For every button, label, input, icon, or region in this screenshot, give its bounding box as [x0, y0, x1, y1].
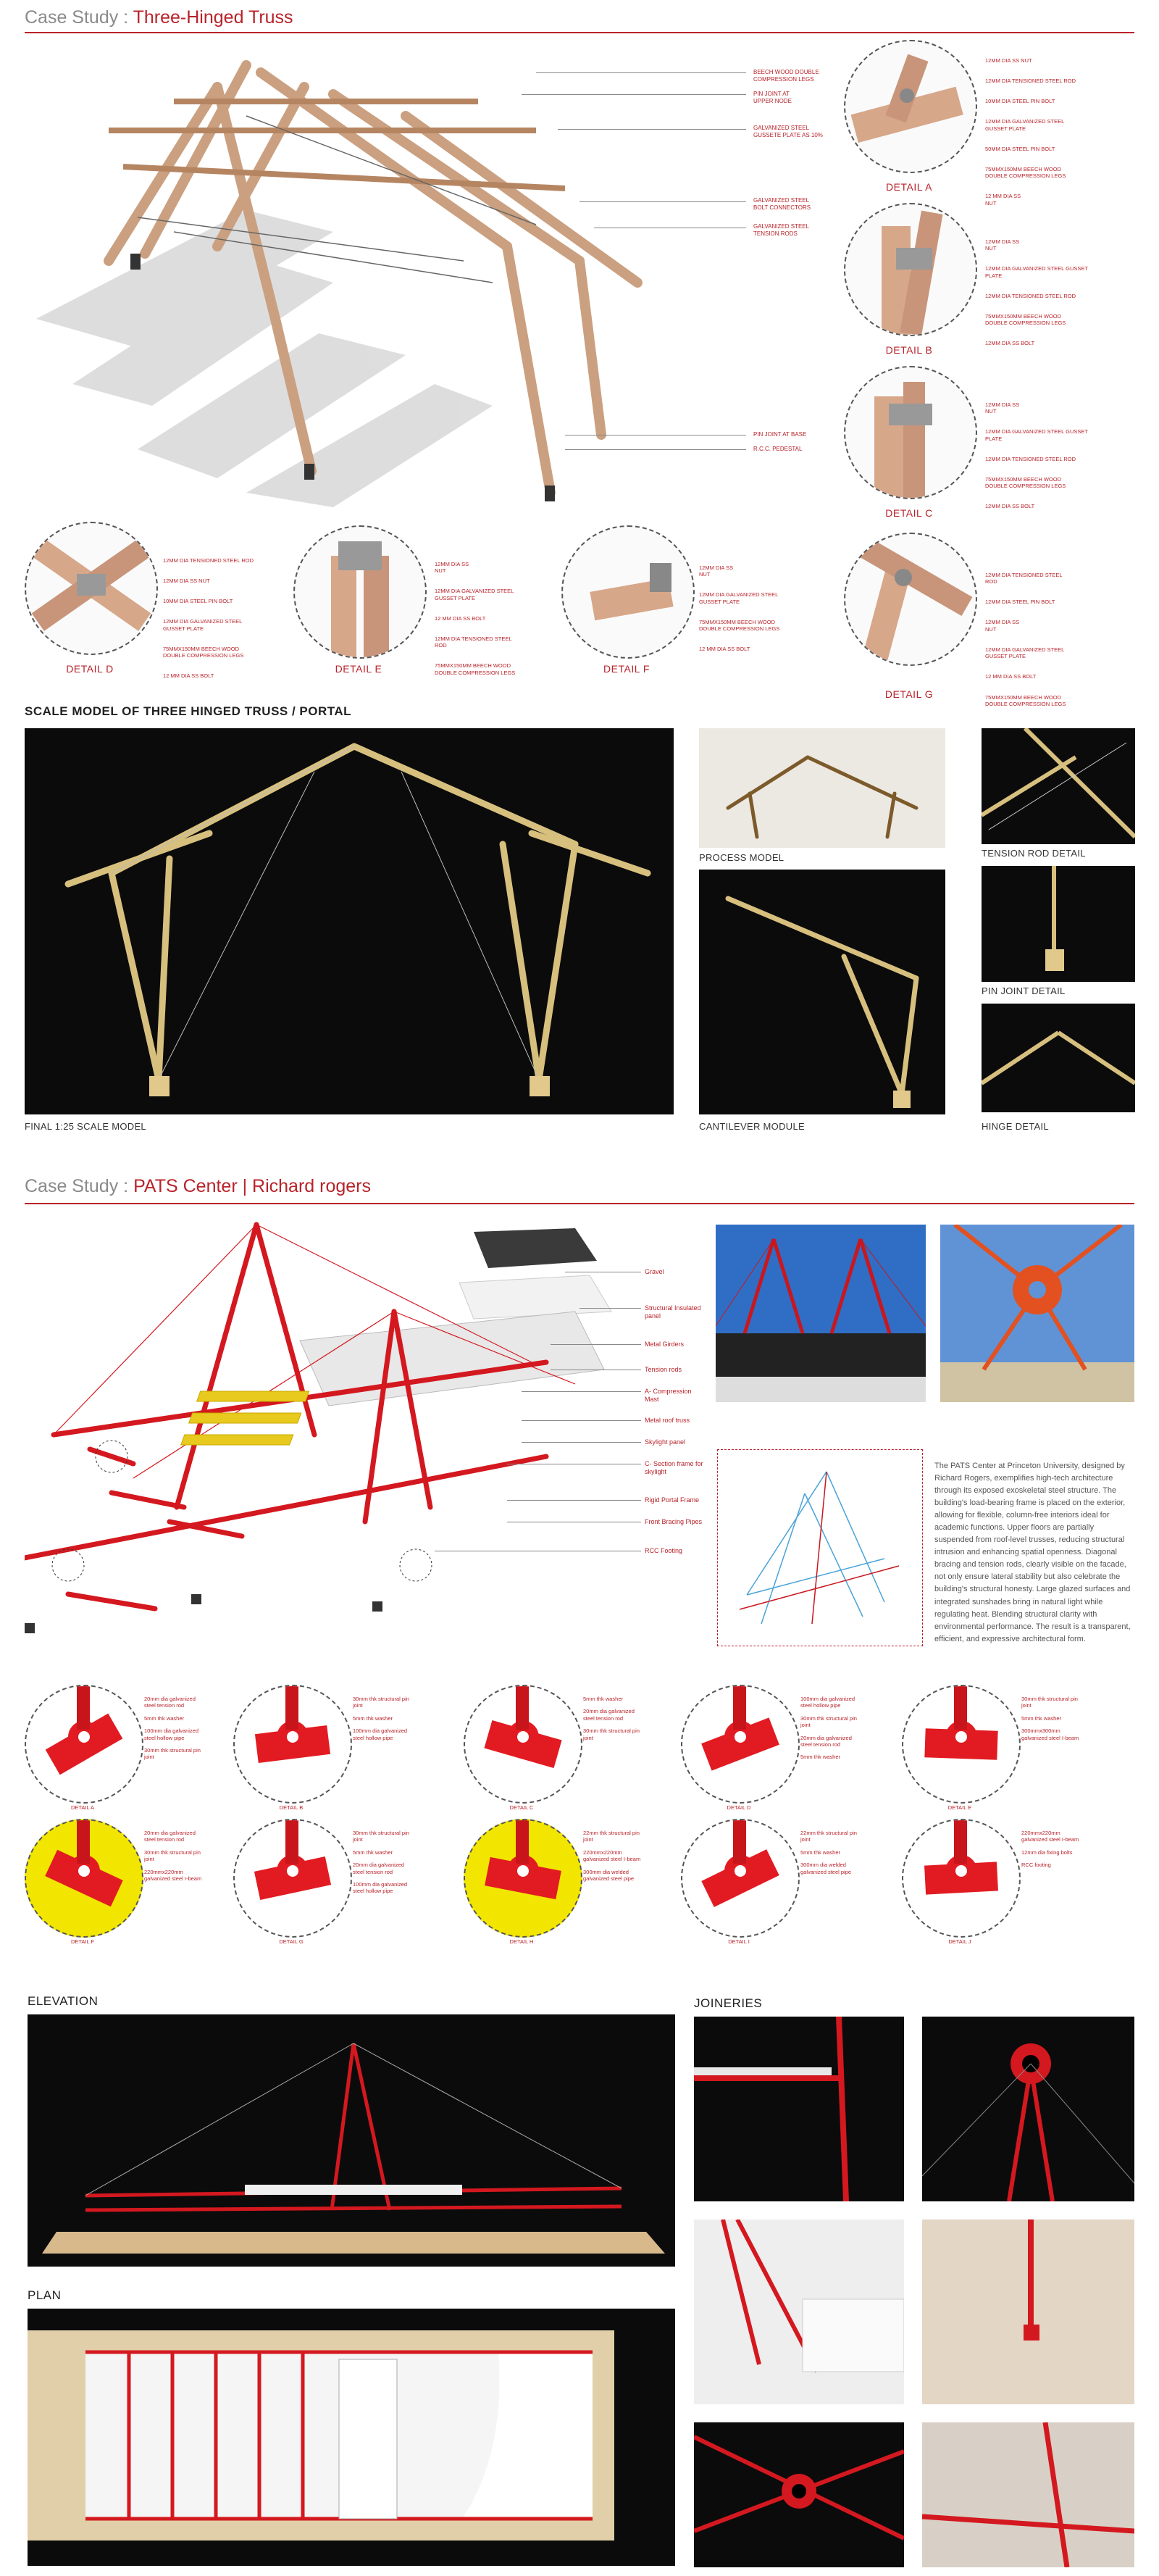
pats-detail-notes	[800, 1830, 884, 1881]
detail-note: 30mm thk structural pin joint	[1021, 1696, 1078, 1709]
detail-note: 12MM DIA GALVANIZED STEEL GUSSET PLATE	[163, 618, 243, 632]
pats-detail-circle	[233, 1685, 352, 1804]
detail-a-label: DETAIL A	[886, 181, 932, 193]
detail-e-label: DETAIL E	[335, 663, 382, 675]
detail-note: 12 MM DIA SS BOLT	[985, 673, 1037, 680]
detail-note: 30mm thk structural pin joint	[353, 1830, 409, 1843]
pats-detail-circle	[464, 1685, 582, 1804]
leader-line	[522, 1442, 641, 1443]
detail-c-label: DETAIL C	[885, 507, 933, 519]
detail-d-notes	[163, 543, 279, 686]
leader-line	[522, 1420, 641, 1421]
pin-joint-photo	[982, 866, 1135, 982]
joinery-photo-6	[922, 2422, 1134, 2567]
detail-note: 5mm thk washer	[144, 1714, 185, 1722]
pats-label: RCC Footing	[645, 1547, 683, 1554]
detail-note: 75MMX150MM BEECH WOOD DOUBLE COMPRESSION LEGS	[163, 645, 244, 659]
plan-heading: PLAN	[28, 2288, 62, 2302]
detail-f-circle	[561, 525, 695, 659]
detail-c-notes	[985, 388, 1145, 517]
detail-note: 12MM DIA TENSIONED STEEL ROD	[985, 77, 1076, 84]
detail-g-label: DETAIL G	[884, 688, 934, 700]
pats-label: C- Section frame for skylight	[645, 1460, 703, 1475]
pats-detail-label: DETAIL I	[728, 1938, 750, 1945]
pats-detail-notes	[800, 1696, 884, 1767]
detail-e-circle	[293, 525, 427, 659]
pats-detail-label: DETAIL E	[947, 1804, 972, 1811]
process-model-caption: PROCESS MODEL	[699, 852, 784, 863]
detail-note: 5mm thk washer	[800, 1848, 841, 1856]
detail-note: 100mm dia galvanized steel hollow pipe	[353, 1727, 408, 1741]
pats-structure-diagram	[717, 1449, 923, 1646]
detail-note: 10MM DIA STEEL PIN BOLT	[985, 98, 1055, 104]
final-scale-model-photo	[25, 728, 674, 1114]
detail-note: 12MM DIA SS NUT	[699, 564, 734, 578]
pats-label: Front Bracing Pipes	[645, 1518, 703, 1525]
detail-note: 20mm dia galvanized steel tension rod	[144, 1830, 196, 1843]
detail-note: 22mm thk structural pin joint	[800, 1830, 857, 1843]
axo-label-4: GALVANIZED STEEL BOLT CONNECTORS	[753, 197, 811, 211]
pats-detail-notes	[583, 1696, 666, 1747]
pats-label: Tension rods	[645, 1366, 682, 1373]
detail-note: 12 MM DIA SS BOLT	[435, 614, 486, 622]
detail-note: 12MM DIA SS NUT	[985, 238, 1020, 252]
detail-f-notes	[699, 551, 815, 659]
pats-detail-circle	[902, 1819, 1021, 1938]
pats-detail-label: DETAIL B	[279, 1804, 304, 1811]
leader-line	[507, 1500, 641, 1501]
detail-g-notes	[985, 558, 1145, 714]
leader-line	[580, 201, 746, 202]
pats-detail-label: DETAIL C	[509, 1804, 534, 1811]
detail-note: 100mm dia galvanized steel hollow pipe	[144, 1727, 199, 1741]
detail-note: 100mm dia galvanized steel hollow pipe	[353, 1880, 408, 1895]
pats-detail-circle	[25, 1819, 143, 1938]
detail-note: 12 MM DIA SS BOLT	[163, 672, 214, 680]
tension-rod-photo	[982, 728, 1135, 844]
detail-note: 300mm dia welded galvanized steel pipe	[583, 1868, 635, 1882]
pats-detail-notes	[583, 1830, 666, 1888]
detail-d-circle	[25, 522, 158, 655]
detail-b-circle	[844, 203, 977, 336]
detail-note: 12MM DIA GALVANIZED STEEL GUSSET PLATE	[985, 646, 1065, 660]
pin-joint-caption: PIN JOINT DETAIL	[982, 985, 1066, 996]
detail-a-notes	[985, 43, 1145, 213]
hinge-caption: HINGE DETAIL	[982, 1121, 1049, 1132]
leader-line	[536, 72, 746, 73]
pats-detail-circle	[464, 1819, 582, 1938]
joineries-heading: JOINERIES	[694, 1996, 763, 2010]
case-study-name: PATS Center | Richard rogers	[133, 1176, 371, 1196]
detail-f-label: DETAIL F	[603, 663, 650, 675]
detail-note: 50MM DIA STEEL PIN BOLT	[985, 145, 1055, 152]
axo-label-5: GALVANIZED STEEL TENSION RODS	[753, 223, 810, 237]
detail-c-circle	[844, 366, 977, 499]
pats-detail-notes	[353, 1830, 436, 1901]
detail-note: 75MMX150MM BEECH WOOD DOUBLE COMPRESSION LEGS	[985, 475, 1066, 490]
detail-b-label: DETAIL B	[885, 344, 933, 356]
detail-e-notes	[435, 547, 551, 683]
section-divider	[25, 1203, 1134, 1204]
detail-note: 300mm dia welded galvanized steel pipe	[800, 1862, 852, 1875]
detail-note: 12MM DIA TENSIONED STEEL ROD	[435, 635, 512, 649]
detail-d-label: DETAIL D	[66, 663, 114, 675]
pats-label: Gravel	[645, 1268, 664, 1275]
case-study-prefix: Case Study :	[25, 7, 133, 28]
axo-label-2: PIN JOINT AT UPPER NODE	[753, 91, 792, 104]
detail-note: 12MM DIA TENSIONED STEEL ROD	[985, 292, 1076, 299]
detail-note: 12MM DIA TENSIONED STEEL ROD	[985, 571, 1063, 585]
detail-note: 12MM DIA GALVANIZED STEEL GUSSET PLATE	[435, 588, 514, 601]
pats-detail-notes	[1021, 1830, 1105, 1875]
pats-joint-photo	[940, 1225, 1134, 1402]
final-model-caption: FINAL 1:25 SCALE MODEL	[25, 1121, 146, 1132]
truss-axonometric-drawing	[29, 43, 811, 507]
pats-axonometric-drawing	[25, 1217, 633, 1652]
detail-note: 30mm thk structural pin joint	[353, 1696, 409, 1709]
pats-detail-label: DETAIL J	[948, 1938, 971, 1945]
detail-note: 30mm thk structural pin joint	[583, 1727, 640, 1741]
detail-note: 20mm dia galvanized steel tension rod	[144, 1696, 196, 1709]
detail-note: 5mm thk washer	[353, 1714, 393, 1722]
detail-note: 5mm thk washer	[800, 1754, 841, 1761]
leader-line	[522, 1391, 641, 1392]
pats-building-photo	[716, 1225, 926, 1402]
detail-note: 75MMX150MM BEECH WOOD DOUBLE COMPRESSION LEGS	[985, 165, 1066, 180]
detail-note: 12MM DIA TENSIONED STEEL ROD	[985, 455, 1076, 462]
detail-note: 30mm thk structural pin joint	[144, 1848, 201, 1863]
hinge-photo	[982, 1004, 1135, 1112]
joinery-photo-4	[922, 2219, 1134, 2404]
case-study-name: Three-Hinged Truss	[133, 7, 293, 28]
pats-detail-notes	[1021, 1696, 1105, 1747]
detail-b-notes	[985, 225, 1145, 354]
detail-note: 12MM DIA GALVANIZED STEEL GUSSET PLATE	[699, 591, 779, 605]
pats-detail-notes	[144, 1830, 227, 1888]
detail-note: 12MM DIA SS NUT	[985, 401, 1020, 415]
detail-note: 100mm dia galvanized steel hollow pipe	[800, 1696, 855, 1709]
pats-detail-circle	[233, 1819, 352, 1938]
pats-detail-label: DETAIL A	[70, 1804, 95, 1811]
joinery-photo-3	[694, 2219, 904, 2404]
axo-label-3: GALVANIZED STEEL GUSSETE PLATE AS 10%	[753, 125, 823, 138]
leader-line	[522, 94, 746, 95]
pats-detail-circle	[681, 1819, 800, 1938]
elevation-photo	[28, 2014, 675, 2267]
detail-note: 22mm thk structural pin joint	[583, 1830, 640, 1843]
detail-note: 12MM DIA GALVANIZED STEEL GUSSET PLATE	[985, 428, 1088, 442]
detail-note: 20mm dia galvanized steel tension rod	[353, 1862, 404, 1875]
pats-detail-label: DETAIL D	[727, 1804, 751, 1811]
pats-detail-label: DETAIL G	[279, 1938, 304, 1945]
detail-note: 30mm thk structural pin joint	[144, 1746, 201, 1761]
leader-line	[565, 449, 746, 450]
joinery-photo-1	[694, 2017, 904, 2201]
detail-note: 5mm thk washer	[583, 1696, 624, 1702]
detail-note: 5mm thk washer	[353, 1848, 393, 1856]
truss-case-title	[25, 7, 293, 28]
pats-detail-label: DETAIL H	[509, 1938, 534, 1945]
detail-note: 300mmx300mm galvanized steel I-beam	[1021, 1727, 1079, 1741]
detail-note: 12 MM DIA SS BOLT	[699, 646, 750, 653]
detail-note: 12MM DIA GALVANIZED STEEL GUSSET PLATE	[985, 265, 1088, 279]
detail-note: 12 MM DIA SS NUT	[985, 193, 1021, 207]
cantilever-caption: CANTILEVER MODULE	[699, 1121, 805, 1132]
detail-note: 75MMX150MM BEECH WOOD DOUBLE COMPRESSION LEGS	[435, 662, 516, 676]
detail-note: 10MM DIA STEEL PIN BOLT	[163, 598, 233, 604]
detail-note: 12MM DIA SS NUT	[985, 57, 1032, 64]
leader-line	[580, 1308, 641, 1309]
pats-detail-notes	[353, 1696, 436, 1747]
axo-label-1: BEECH WOOD DOUBLE COMPRESSION LEGS	[753, 69, 819, 83]
pats-label: A- Compression Mast	[645, 1388, 692, 1403]
leader-line	[558, 129, 746, 130]
detail-note: 12MM DIA SS BOLT	[985, 340, 1035, 347]
pats-description: The PATS Center at Princeton University, designed by Richard Rogers, exemplifies high-tech architecture through its exposed exoskeletal steel structure. The building's load-bearing frame is placed on the exterior, allowing for flexible, column-free interiors ideal for academic functions. Upper floors are partially suspended from roof-level trusses, reducing structural intrusion and enhancing spatial openness. Diagonal bracing and tension rods, clearly visible on the facade, not only ensure lateral stability but also celebrate the building's structural honesty. Large glazed surfaces and integrated sunshades bring in natural light while regulating heat. Blending structural clarity with environmental performance. The result is a transparent, efficient, and expressive architectural form.	[934, 1462, 1131, 1643]
pats-detail-circle	[902, 1685, 1021, 1804]
joinery-photo-5	[694, 2422, 904, 2567]
cantilever-module-photo	[699, 870, 945, 1114]
detail-note: 12MM DIA SS NUT	[163, 577, 210, 584]
pats-label: Skylight panel	[645, 1438, 686, 1446]
detail-a-circle	[844, 40, 977, 173]
detail-note: 75MMX150MM BEECH WOOD DOUBLE COMPRESSION LEGS	[985, 312, 1066, 327]
detail-note: 20mm dia galvanized steel tension rod	[583, 1708, 635, 1722]
section-divider	[25, 32, 1134, 33]
pats-detail-circle	[25, 1685, 143, 1804]
pats-detail-label: DETAIL F	[70, 1938, 95, 1945]
pats-detail-notes	[144, 1696, 227, 1767]
axo-label-6: PIN JOINT AT BASE	[753, 431, 807, 438]
detail-note: 12MM DIA STEEL PIN BOLT	[985, 599, 1055, 606]
detail-note: 12MM DIA SS NUT	[985, 619, 1020, 633]
leader-line	[551, 1344, 641, 1345]
detail-note: 20mm dia galvanized steel tension rod	[800, 1734, 852, 1748]
pats-label: Metal roof truss	[645, 1417, 690, 1424]
scale-model-heading: SCALE MODEL OF THREE HINGED TRUSS / PORTAL	[25, 704, 352, 718]
case-study-prefix: Case Study :	[25, 1176, 134, 1196]
process-model-photo	[699, 728, 945, 848]
axo-label-7: R.C.C. PEDESTAL	[753, 446, 803, 452]
elevation-heading: ELEVATION	[28, 1994, 99, 2008]
joinery-photo-2	[922, 2017, 1134, 2201]
detail-note: 12MM DIA GALVANIZED STEEL GUSSET PLATE	[985, 118, 1065, 132]
pats-label: Structural Insulated panel	[645, 1304, 701, 1320]
detail-note: 12MM DIA SS NUT	[435, 560, 469, 575]
pats-label: Metal Girders	[645, 1341, 685, 1348]
detail-note: 5mm thk washer	[1021, 1714, 1062, 1722]
detail-note: 220mmx220mm galvanized steel I-beam	[1021, 1830, 1079, 1843]
tension-rod-caption: TENSION ROD DETAIL	[982, 848, 1086, 859]
detail-note: 75MMX150MM BEECH WOOD DOUBLE COMPRESSION LEGS	[699, 618, 780, 633]
pats-detail-circle	[681, 1685, 800, 1804]
detail-note: RCC footing	[1021, 1862, 1051, 1869]
pats-case-title	[25, 1176, 371, 1197]
pats-label: Rigid Portal Frame	[645, 1496, 700, 1504]
detail-note: 75MMX150MM BEECH WOOD DOUBLE COMPRESSION LEGS	[985, 693, 1066, 707]
detail-note: 12MM DIA SS BOLT	[985, 503, 1035, 510]
detail-note: 12mm dia fixing bolts	[1021, 1848, 1073, 1856]
plan-photo	[28, 2309, 675, 2566]
detail-g-circle	[844, 533, 977, 666]
detail-note: 220mmx220mm galvanized steel I-beam	[144, 1868, 202, 1882]
detail-note: 30mm thk structural pin joint	[800, 1714, 857, 1729]
detail-note: 12MM DIA TENSIONED STEEL ROD	[163, 557, 254, 564]
detail-note: 220mmx220mm galvanized steel I-beam	[583, 1848, 641, 1863]
